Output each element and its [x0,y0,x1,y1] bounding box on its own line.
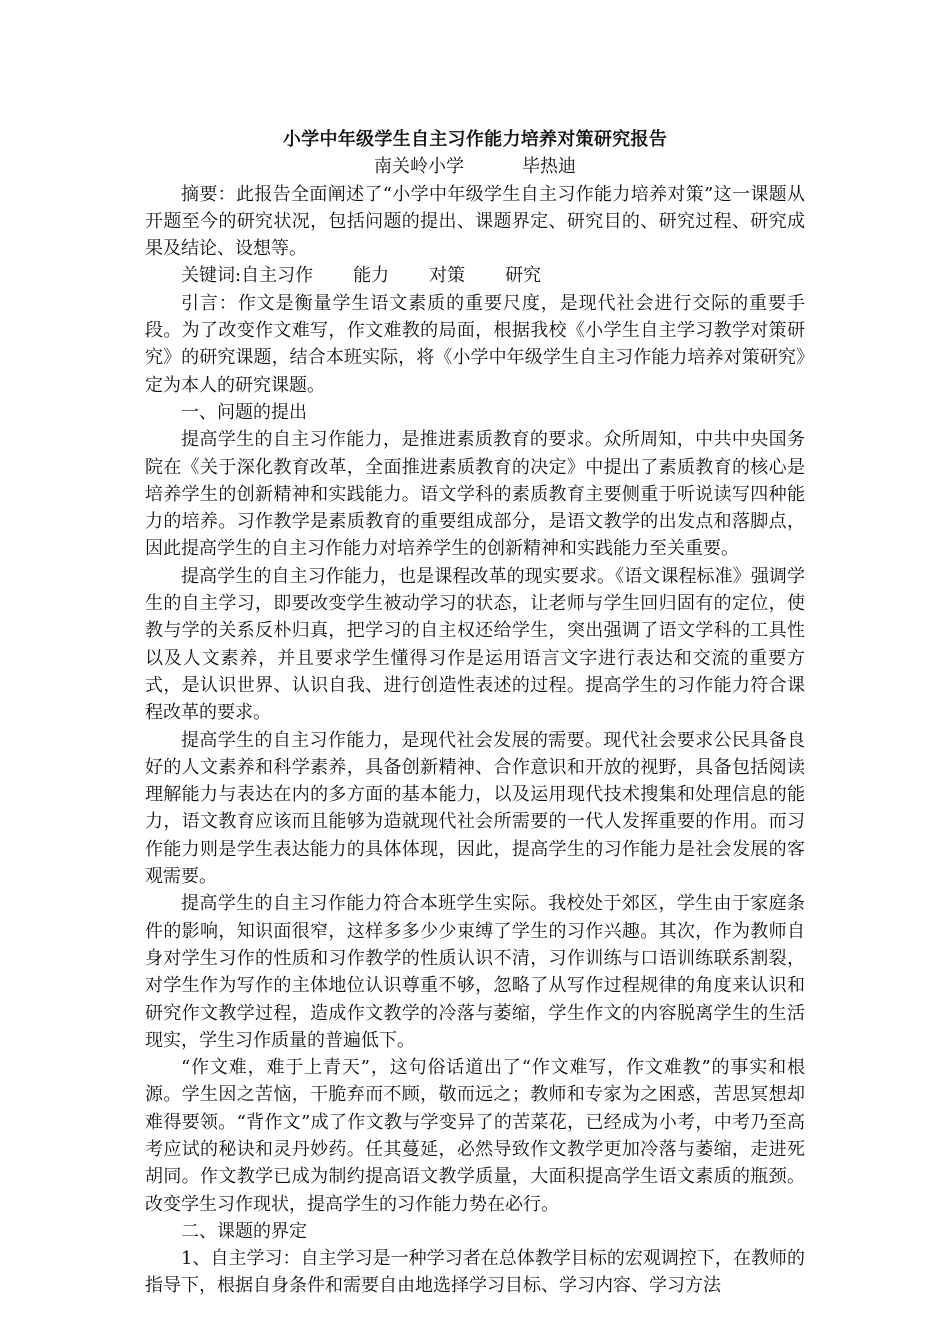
section-heading: 一、问题的提出 [181,401,307,423]
body-paragraph: 提高学生的自主习作能力，是现代社会发展的需要。现代社会要求公民具备良好的人文素养和科学素养，具备创新精神、合作意识和开放的视野，具备包括阅读理解能力与表达在内的多方面的基本能力，以及运用现代技术搜集和处理信息的能力，语文教育应该而且能够为造就现代社会所需要的一代人发挥重要的作用。而习作能力则是学生表达能力的具体体现，因此，提高学生的习作能力是社会发展的客观需要。 [145,729,805,888]
document-body [145,126,805,1300]
keyword: 对策 [429,265,466,287]
keywords-label: 关键词: [181,265,242,287]
author-line [145,153,805,180]
keyword: 自主习作 [241,265,314,287]
body-paragraph: 1、自主学习：自主学习是一种学习者在总体教学目标的宏观调控下，在教师的指导下，根据自身条件和需要自由地选择学习目标、学习内容、学习方法 [145,1248,805,1297]
body-paragraph: 提高学生的自主习作能力，也是课程改革的现实要求。《语文课程标准》强调学生的自主学习，即要改变学生被动学习的状态，让老师与学生回归固有的定位，使教与学的关系反朴归真，把学习的自主权还给学生，突出强调了语文学科的工具性以及人文素养，并且要求学生懂得习作是运用语言文字进行表达和交流的重要方式，是认识世界、认识自我、进行创造性表述的过程。提高学生的习作能力符合课程改革的要求。 [145,565,805,724]
body-paragraph: 提高学生的自主习作能力符合本班学生实际。我校处于郊区，学生由于家庭条件的影响，知识面很窄，这样多多少少束缚了学生的习作兴趣。其次，作为教师自身对学生习作的性质和习作教学的性质认识不清，习作训练与口语训练联系割裂，对学生作为写作的主体地位认识尊重不够，忽略了从写作过程规律的角度来认识和研究作文教学过程，造成作文教学的冷落与萎缩，学生作文的内容脱离学生的生活现实，学生习作质量的普遍低下。 [145,893,805,1051]
body-paragraph: “作文难，难于上青天”，这句俗话道出了“作文难写，作文难教”的事实和根源。学生因之苦恼，干脆弃而不顾，敬而远之；教师和专家为之困惑，苦思冥想却难得要领。“背作文”成了作文教与学变异了的苦菜花，已经成为小考，中考乃至高考应试的秘诀和灵丹妙药。任其蔓延，必然导致作文教学更加冷落与萎缩，走进死胡同。作文教学已成为制约提高语文教学质量，大面积提高学生语文素质的瓶颈。改变学生习作现状，提高学生的习作能力势在必行。 [145,1057,805,1215]
author-name: 毕热迪 [522,156,576,178]
keywords-line [145,262,805,289]
abstract-paragraph: 摘要：此报告全面阐述了“小学中年级学生自主习作能力培养对策”这一课题从开题至今的研究状况，包括问题的提出、课题界定、研究目的、研究过程、研究成果及结论、设想等。 [145,183,805,260]
document-title: 小学中年级学生自主习作能力培养对策研究报告 [282,129,668,150]
body-paragraph: 提高学生的自主习作能力，是推进素质教育的要求。众所周知，中共中央国务院在《关于深化教育改革，全面推进素质教育的决定》中提出了素质教育的核心是培养学生的创新精神和实践能力。语文学科的素质教育主要侧重于听说读写四种能力的培养。习作教学是素质教育的重要组成部分，是语文教学的出发点和落脚点，因此提高学生的自主习作能力对培养学生的创新精神和实践能力至关重要。 [145,429,805,560]
introduction-paragraph: 引言：作文是衡量学生语文素质的重要尺度，是现代社会进行交际的重要手段。为了改变作文难写，作文难教的局面，根据我校《小学生自主学习教学对策研究》的研究课题，结合本班实际，将《小学中年级学生自主习作能力培养对策研究》定为本人的研究课题。 [145,292,805,396]
school-name: 南关岭小学 [374,156,464,178]
keyword: 能力 [353,265,390,287]
section-heading: 二、课题的界定 [181,1220,307,1242]
keyword: 研究 [505,265,542,287]
